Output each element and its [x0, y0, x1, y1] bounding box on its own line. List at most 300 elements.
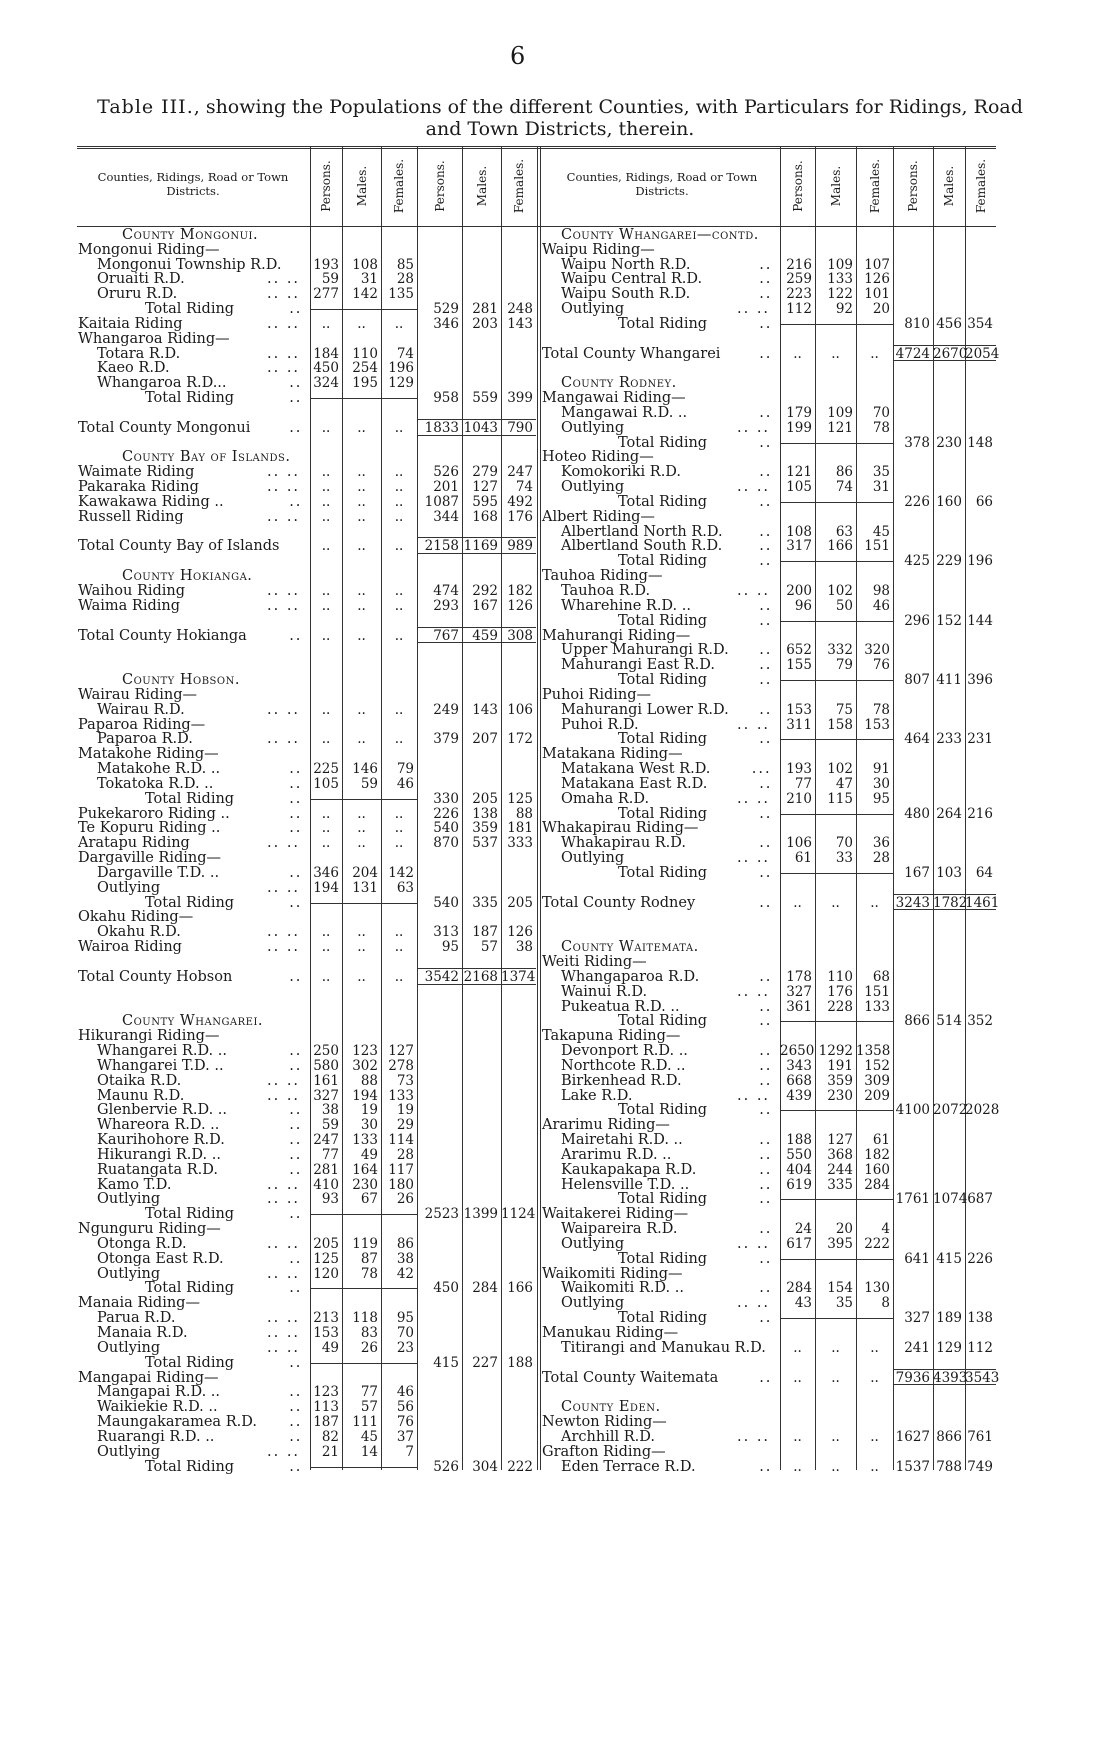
left-cell-persons: ..: [321, 583, 331, 599]
right-cell-females: 107: [864, 256, 890, 273]
left-cell-persons: 120: [313, 1265, 339, 1282]
right-cell-females: 2028: [965, 1102, 1000, 1119]
right-row-label: Total Riding: [618, 1191, 708, 1208]
right-cell-persons: 550: [786, 1146, 812, 1163]
left-cell-females: ..: [394, 583, 404, 599]
left-leader-dots: .. ..: [267, 1176, 301, 1193]
right-row-label: Total Riding: [618, 1310, 708, 1327]
right-cell-persons: 153: [786, 701, 812, 718]
right-leader-dots: ..: [759, 1176, 773, 1193]
right-row-label: Total Riding: [618, 731, 708, 748]
left-cell-persons: 450: [433, 1280, 459, 1297]
left-cell-females: 88: [515, 805, 533, 822]
right-table-row: [0, 271, 1114, 287]
left-leader-dots: ..: [289, 1146, 303, 1163]
right-cell-persons: 807: [904, 672, 930, 689]
left-leader-dots: .. ..: [267, 508, 301, 525]
right-table-row: [0, 657, 1114, 673]
left-leader-dots: .. ..: [267, 479, 301, 496]
right-cell-persons: 223: [786, 286, 812, 303]
left-row-label: Oruru R.D.: [97, 286, 178, 303]
left-cell-females: 74: [515, 479, 533, 496]
right-row-label: Mahurangi East R.D.: [561, 657, 715, 674]
left-row-label: Ruatangata R.D.: [97, 1161, 218, 1178]
left-row-label: Wairau R.D.: [97, 701, 185, 718]
left-row-label: Waikiekie R.D. ..: [97, 1399, 218, 1416]
left-cell-persons: 250: [313, 1043, 339, 1060]
left-row-label: Total County Hokianga: [78, 627, 247, 644]
right-cell-persons: 121: [786, 464, 812, 481]
right-table-row: [0, 806, 1114, 822]
left-cell-males: ..: [357, 419, 366, 436]
right-leader-dots: ..: [759, 315, 773, 332]
right-cell-males: 1782: [933, 894, 968, 911]
left-row-label: Manaia R.D.: [97, 1325, 188, 1341]
right-table-row: [0, 435, 1114, 451]
left-cell-males: ..: [357, 538, 366, 555]
left-cell-females: 38: [396, 1250, 414, 1267]
left-cell-persons: 346: [433, 315, 459, 332]
right-cell-females: 76: [872, 657, 890, 674]
left-row-label: Hikurangi Riding—: [78, 1028, 220, 1045]
right-cell-persons: 188: [786, 1132, 812, 1149]
right-table-row: [0, 1028, 1114, 1044]
left-cell-males: 138: [472, 805, 498, 822]
left-leader-dots: ..: [289, 1458, 303, 1475]
left-cell-females: 247: [507, 464, 533, 481]
right-cell-persons: ..: [793, 1339, 802, 1356]
right-leader-dots: .. ..: [737, 479, 771, 496]
left-cell-females: 308: [507, 627, 533, 644]
left-cell-males: 459: [472, 627, 498, 644]
right-leader-dots: ..: [759, 464, 773, 481]
left-cell-persons: 105: [313, 775, 339, 792]
left-cell-females: 127: [388, 1043, 414, 1060]
right-table-row: [0, 628, 1114, 644]
left-cell-males: 279: [472, 464, 498, 481]
right-cell-males: 75: [835, 701, 853, 718]
left-cell-females: 28: [396, 1146, 414, 1163]
left-leader-dots: ..: [289, 820, 303, 837]
right-row-label: Waipu Central R.D.: [561, 271, 703, 288]
right-subtotal-rule: [780, 739, 893, 740]
left-cell-males: 335: [472, 894, 498, 911]
left-cell-persons: 184: [313, 345, 339, 362]
left-cell-females: 196: [388, 360, 414, 377]
right-cell-females: 761: [967, 1428, 993, 1445]
left-cell-males: 203: [472, 315, 498, 332]
left-row-label: Outlying: [97, 1339, 161, 1356]
right-leader-dots: ..: [759, 731, 773, 748]
left-cell-persons: 77: [321, 1146, 339, 1163]
left-cell-males: 195: [352, 375, 378, 392]
right-cell-males: 1074: [933, 1191, 968, 1208]
right-cell-females: 30: [872, 775, 890, 792]
right-cell-females: 320: [864, 642, 890, 659]
right-leader-dots: .. ..: [737, 583, 771, 599]
left-cell-females: ..: [394, 701, 404, 718]
left-cell-females: ..: [394, 731, 404, 748]
left-cell-females: 28: [396, 271, 414, 288]
left-cell-females: 180: [388, 1176, 414, 1193]
left-row-label: Whangaroa R.D...: [97, 375, 227, 392]
right-cell-males: 2670: [933, 345, 968, 362]
left-cell-males: 88: [360, 1072, 378, 1089]
right-cell-females: 196: [967, 553, 993, 570]
left-leader-dots: .. ..: [267, 1235, 301, 1252]
left-cell-females: 42: [396, 1265, 414, 1282]
right-cell-males: 395: [827, 1235, 853, 1252]
left-cell-males: 123: [352, 1043, 378, 1060]
left-cell-males: 127: [472, 479, 498, 496]
right-header-col: Persons.: [790, 160, 805, 212]
right-row-label: Newton Riding—: [542, 1414, 667, 1431]
left-cell-males: 359: [472, 820, 498, 837]
right-cell-females: 28: [872, 850, 890, 867]
left-cell-males: 167: [472, 597, 498, 614]
left-cell-males: ..: [357, 805, 366, 822]
left-cell-females: 248: [507, 301, 533, 318]
left-row-label: Dargaville Riding—: [78, 850, 222, 867]
right-cell-persons: 1761: [895, 1191, 930, 1208]
left-cell-females: 989: [507, 538, 533, 555]
left-leader-dots: ..: [289, 1102, 303, 1119]
left-row-label: Total Riding: [145, 390, 235, 407]
left-cell-persons: ..: [321, 508, 331, 525]
left-cell-males: 2168: [463, 968, 498, 985]
left-leader-dots: .. ..: [267, 879, 301, 896]
left-table-row: [0, 924, 1114, 940]
right-row-label: Omaha R.D.: [561, 790, 650, 807]
right-leader-dots: ..: [759, 271, 773, 288]
right-cell-persons: 241: [904, 1339, 930, 1356]
left-row-label: Total Riding: [145, 790, 235, 807]
left-cell-persons: 870: [433, 835, 459, 852]
right-subtotal-rule: [780, 680, 893, 681]
left-cell-females: ..: [394, 627, 404, 644]
left-cell-males: 83: [360, 1325, 378, 1341]
right-cell-males: 115: [827, 790, 853, 807]
left-leader-dots: .. ..: [267, 924, 301, 941]
right-cell-females: ..: [870, 345, 879, 362]
right-table-row: [0, 538, 1114, 554]
right-cell-persons: 106: [786, 835, 812, 852]
right-row-label: Albert Riding—: [542, 508, 655, 525]
right-grand-total-rule: [893, 909, 996, 910]
left-row-label: Kaurihohore R.D.: [97, 1132, 225, 1149]
right-table-row: [0, 449, 1114, 465]
left-leader-dots: ..: [289, 301, 303, 318]
right-table-row: [0, 969, 1114, 985]
left-row-label: Otaika R.D.: [97, 1072, 182, 1089]
left-leader-dots: .. ..: [267, 286, 301, 303]
right-row-label: Total Riding: [618, 434, 708, 451]
left-cell-males: ..: [357, 701, 366, 718]
left-cell-persons: 2523: [424, 1206, 459, 1223]
right-cell-females: 4: [881, 1221, 890, 1238]
left-cell-persons: 49: [321, 1339, 339, 1356]
right-leader-dots: ..: [759, 1013, 773, 1030]
right-leader-dots: ..: [759, 672, 773, 689]
left-leader-dots: .. ..: [267, 345, 301, 362]
right-cell-females: 144: [967, 612, 993, 629]
left-cell-persons: 580: [313, 1057, 339, 1074]
left-cell-males: ..: [357, 968, 366, 985]
left-cell-persons: 327: [313, 1087, 339, 1104]
left-cell-males: 254: [352, 360, 378, 377]
left-header-col: Persons.: [319, 160, 333, 212]
right-row-label: Upper Mahurangi R.D.: [561, 642, 729, 659]
right-cell-females: 46: [872, 597, 890, 614]
right-table-row: [0, 999, 1114, 1015]
right-table-row: [0, 1147, 1114, 1163]
right-subtotal-rule: [780, 561, 893, 562]
right-table-row: [0, 316, 1114, 332]
right-row-label: Komokoriki R.D.: [561, 464, 682, 481]
left-leader-dots: ..: [289, 775, 303, 792]
right-table-row: [0, 791, 1114, 807]
left-row-label: Whangaroa Riding—: [78, 330, 230, 347]
right-table-row: [0, 301, 1114, 317]
right-row-label: Total Riding: [618, 805, 708, 822]
left-row-label: Mangapai Riding—: [78, 1369, 219, 1386]
left-row-label: Kaeo R.D.: [97, 360, 170, 377]
left-cell-males: 227: [472, 1354, 498, 1371]
right-row-label: Wharehine R.D. ..: [561, 597, 691, 614]
right-cell-persons: 178: [786, 968, 812, 985]
left-cell-males: 595: [472, 493, 498, 510]
right-leader-dots: ..: [759, 864, 773, 881]
right-table-row: [0, 553, 1114, 569]
left-row-label: Total Riding: [145, 301, 235, 318]
right-cell-males: 514: [936, 1013, 962, 1030]
right-cell-persons: 43: [794, 1295, 812, 1312]
left-cell-persons: 767: [433, 627, 459, 644]
right-row-label: Waikomiti Riding—: [542, 1265, 683, 1282]
left-row-label: Te Kopuru Riding ..: [78, 820, 221, 837]
left-cell-females: 38: [515, 939, 533, 956]
right-cell-males: 176: [827, 983, 853, 1000]
right-row-label: Outlying: [561, 1295, 625, 1312]
right-table-row: [0, 761, 1114, 777]
right-cell-persons: 61: [794, 850, 812, 867]
right-table-row: [0, 420, 1114, 436]
right-cell-females: 153: [864, 716, 890, 733]
right-cell-females: 130: [864, 1280, 890, 1297]
right-table-row: [0, 850, 1114, 866]
right-table-row: [0, 479, 1114, 495]
right-leader-dots: .. ..: [737, 716, 771, 733]
right-cell-females: 749: [967, 1458, 993, 1475]
right-header-col: Males.: [828, 165, 843, 207]
right-header-col: Males.: [942, 165, 956, 207]
right-cell-persons: 4100: [895, 1102, 930, 1119]
left-cell-persons: 125: [313, 1250, 339, 1267]
right-table-row: [0, 464, 1114, 480]
right-table-row: [0, 820, 1114, 836]
left-row-label: County Hokianga.: [122, 568, 253, 585]
left-row-label: Outlying: [97, 1191, 161, 1208]
left-cell-females: 29: [396, 1117, 414, 1134]
right-row-label: Helensville T.D. ..: [561, 1176, 690, 1193]
right-subtotal-rule: [780, 1259, 893, 1260]
right-cell-persons: ..: [793, 894, 802, 911]
right-row-label: County Whangarei—contd.: [561, 226, 759, 243]
right-cell-females: 2054: [965, 345, 1000, 362]
right-cell-persons: 810: [904, 315, 930, 332]
left-cell-persons: 153: [313, 1325, 339, 1341]
left-cell-males: ..: [357, 939, 366, 956]
left-row-label: Ruarangi R.D. ..: [97, 1428, 215, 1445]
left-cell-males: 292: [472, 583, 498, 599]
right-cell-persons: 259: [786, 271, 812, 288]
right-cell-males: 102: [827, 761, 853, 778]
right-cell-males: 359: [827, 1072, 853, 1089]
right-leader-dots: ..: [759, 657, 773, 674]
left-cell-males: 194: [352, 1087, 378, 1104]
right-cell-persons: 4724: [895, 345, 930, 362]
right-leader-dots: ..: [759, 1221, 773, 1238]
left-cell-males: 164: [352, 1161, 378, 1178]
left-cell-females: 492: [507, 493, 533, 510]
left-cell-males: 1043: [463, 419, 498, 436]
left-row-label: Dargaville T.D. ..: [97, 864, 220, 881]
left-cell-persons: 205: [313, 1235, 339, 1252]
left-cell-males: 67: [360, 1191, 378, 1208]
right-table-row: [0, 746, 1114, 762]
left-cell-females: ..: [394, 493, 404, 510]
left-cell-persons: ..: [321, 835, 331, 852]
left-cell-persons: 123: [313, 1384, 339, 1401]
left-cell-males: 78: [360, 1265, 378, 1282]
right-cell-males: 103: [936, 864, 962, 881]
left-leader-dots: ..: [289, 1043, 303, 1060]
right-row-label: Outlying: [561, 850, 625, 867]
right-row-label: Whangaparoa R.D.: [561, 968, 700, 985]
right-cell-males: ..: [831, 1369, 840, 1386]
right-table-row: [0, 286, 1114, 302]
right-cell-males: 109: [827, 256, 853, 273]
right-cell-persons: 480: [904, 805, 930, 822]
left-leader-dots: ..: [289, 1280, 303, 1297]
right-cell-persons: 378: [904, 434, 930, 451]
right-cell-males: 335: [827, 1176, 853, 1193]
right-cell-persons: 668: [786, 1072, 812, 1089]
right-table-row: [0, 1043, 1114, 1059]
right-leader-dots: .. ..: [737, 419, 771, 436]
right-cell-males: 122: [827, 286, 853, 303]
left-row-label: Paparoa Riding—: [78, 716, 206, 733]
right-cell-females: ..: [870, 894, 879, 911]
right-cell-females: 101: [864, 286, 890, 303]
right-table-row: [0, 717, 1114, 733]
left-cell-persons: ..: [321, 924, 331, 941]
left-row-label: Mangapai R.D. ..: [97, 1384, 221, 1401]
right-cell-females: 78: [872, 419, 890, 436]
right-table-row: [0, 1102, 1114, 1118]
right-table-row: [0, 954, 1114, 970]
right-cell-males: 368: [827, 1146, 853, 1163]
left-cell-females: 114: [388, 1132, 414, 1149]
right-table-row: [0, 1444, 1114, 1460]
left-cell-persons: 281: [313, 1161, 339, 1178]
left-cell-males: 119: [352, 1235, 378, 1252]
right-leader-dots: ..: [759, 1072, 773, 1089]
left-leader-dots: ..: [289, 864, 303, 881]
left-row-label: Ngunguru Riding—: [78, 1221, 221, 1238]
left-cell-males: 26: [360, 1339, 378, 1356]
left-cell-persons: 1833: [424, 419, 459, 436]
left-cell-persons: ..: [321, 627, 331, 644]
right-leader-dots: .. ..: [737, 850, 771, 867]
right-cell-males: 160: [936, 493, 962, 510]
left-leader-dots: ..: [289, 968, 303, 985]
left-cell-persons: 113: [313, 1399, 339, 1416]
left-cell-males: 207: [472, 731, 498, 748]
right-row-label: Lake R.D.: [561, 1087, 633, 1104]
right-cell-persons: 317: [786, 538, 812, 555]
right-leader-dots: ..: [759, 835, 773, 852]
right-cell-persons: 425: [904, 553, 930, 570]
right-table-row: [0, 835, 1114, 851]
left-cell-persons: 540: [433, 820, 459, 837]
left-cell-females: 76: [396, 1414, 414, 1431]
left-cell-females: 106: [507, 701, 533, 718]
right-subtotal-rule: [780, 814, 893, 815]
right-cell-persons: 464: [904, 731, 930, 748]
right-cell-males: 230: [936, 434, 962, 451]
right-cell-males: 2072: [933, 1102, 968, 1119]
left-cell-females: 205: [507, 894, 533, 911]
left-cell-females: 63: [396, 879, 414, 896]
left-header-col: Males.: [354, 165, 369, 207]
right-cell-females: 309: [864, 1072, 890, 1089]
right-cell-persons: 167: [904, 864, 930, 881]
left-row-label: Russell Riding: [78, 508, 184, 525]
left-leader-dots: ..: [289, 419, 303, 436]
left-cell-females: 133: [388, 1087, 414, 1104]
right-cell-males: 189: [936, 1310, 962, 1327]
left-row-label: Waima Riding: [78, 597, 181, 614]
right-cell-males: 154: [827, 1280, 853, 1297]
right-row-label: Albertland South R.D.: [561, 538, 723, 555]
right-cell-males: 1292: [818, 1043, 853, 1060]
right-table-row: [0, 1117, 1114, 1133]
left-row-label: County Bay of Islands.: [122, 449, 291, 466]
right-subtotal-rule: [780, 1110, 893, 1111]
right-row-label: Total Riding: [618, 612, 708, 629]
right-cell-males: 230: [827, 1087, 853, 1104]
right-cell-persons: 193: [786, 761, 812, 778]
right-cell-males: 866: [936, 1428, 962, 1445]
left-cell-males: 57: [480, 939, 498, 956]
left-cell-males: 45: [360, 1428, 378, 1445]
left-cell-females: ..: [394, 835, 404, 852]
right-cell-persons: 210: [786, 790, 812, 807]
left-cell-females: 26: [396, 1191, 414, 1208]
right-row-label: Takapuna Riding—: [542, 1028, 681, 1045]
right-cell-persons: 155: [786, 657, 812, 674]
left-row-label: Kamo T.D.: [97, 1176, 172, 1193]
left-cell-females: 278: [388, 1057, 414, 1074]
right-cell-females: 36: [872, 835, 890, 852]
left-cell-females: 1374: [501, 968, 536, 985]
right-cell-males: 152: [936, 612, 962, 629]
right-row-label: Total County Waitemata: [542, 1369, 719, 1386]
left-cell-persons: 38: [321, 1102, 339, 1119]
right-row-label: Tauhoa Riding—: [542, 568, 663, 585]
right-leader-dots: ..: [759, 286, 773, 303]
